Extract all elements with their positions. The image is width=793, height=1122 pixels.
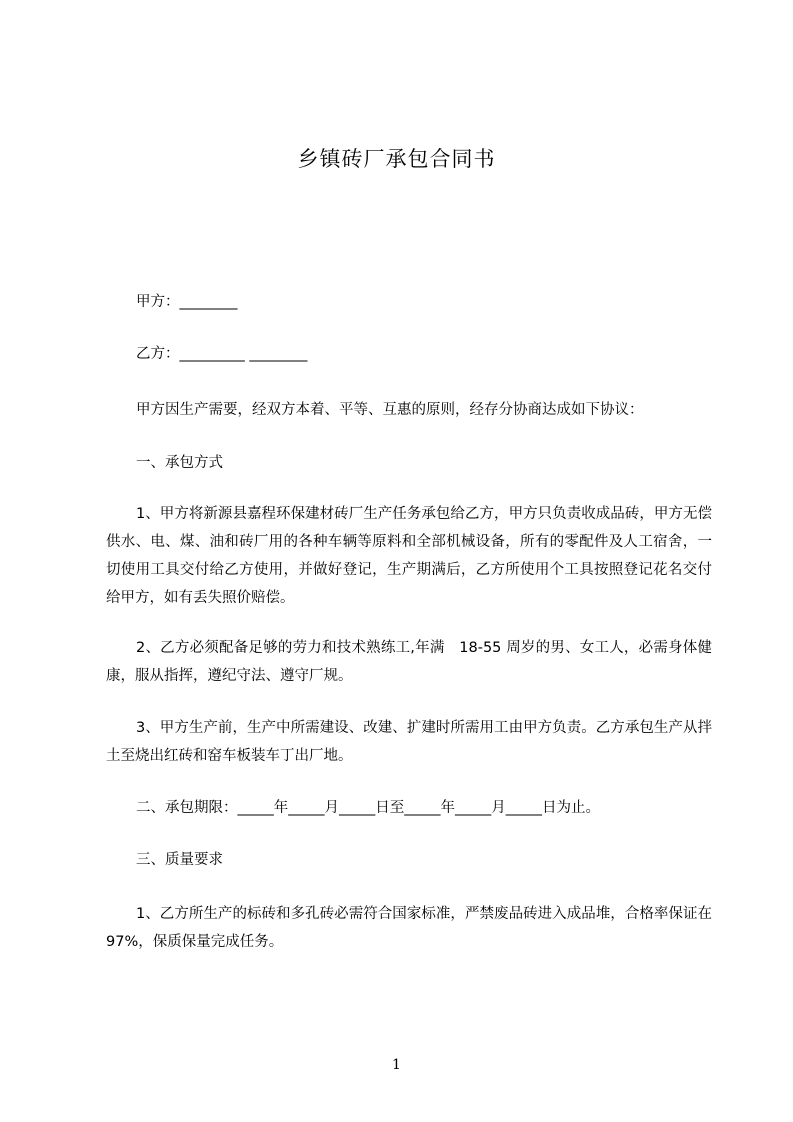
document-title: 乡镇砖厂承包合同书 <box>297 147 496 171</box>
section-1-item-3: 3、甲方生产前，生产中所需建设、改建、扩建时所需用工由甲方负责。乙方承包生产从拌土至烧出红砖和窑车板装车丁出厂地。 <box>106 720 712 764</box>
section-3-item-1: 1、乙方所生产的标砖和多孔砖必需符合国家标准，严禁废品砖进入成品堆，合格率保证在 97%，保质保量完成任务。 <box>106 906 712 950</box>
section-1-item-2: 2、乙方必须配备足够的劳力和技术熟练工,年满 18-55 周岁的男、女工人，必需身体健康，服从指挥，遵纪守法、遵守厂规。 <box>106 640 712 684</box>
intro-paragraph: 甲方因生产需要，经双方本着、平等、互惠的原则，经存分协商达成如下协议： <box>136 402 644 418</box>
section-3-heading: 三、质量要求 <box>136 852 223 868</box>
section-1-heading: 一、承包方式 <box>136 455 223 471</box>
page-number: 1 <box>392 1057 401 1073</box>
party-b-line: 乙方：_________ ________ <box>136 346 308 362</box>
section-2-heading: 二、承包期限：_____年_____月_____日至_____年_____月_____日为止。 <box>136 800 600 816</box>
section-1-item-1: 1、甲方将新源县嘉程环保建材砖厂生产任务承包给乙方，甲方只负责收成品砖，甲方无偿供水、电、煤、油和砖厂用的各种车辆等原料和全部机械设备，所有的零配件及人工宿舍，一切使用工具交付给乙方使用，并做好登记，生产期满后，乙方所使用个工具按照登记花名交付给甲方，如有丢失照价赔偿。 <box>106 506 712 606</box>
party-a-line: 甲方：________ <box>136 294 238 310</box>
